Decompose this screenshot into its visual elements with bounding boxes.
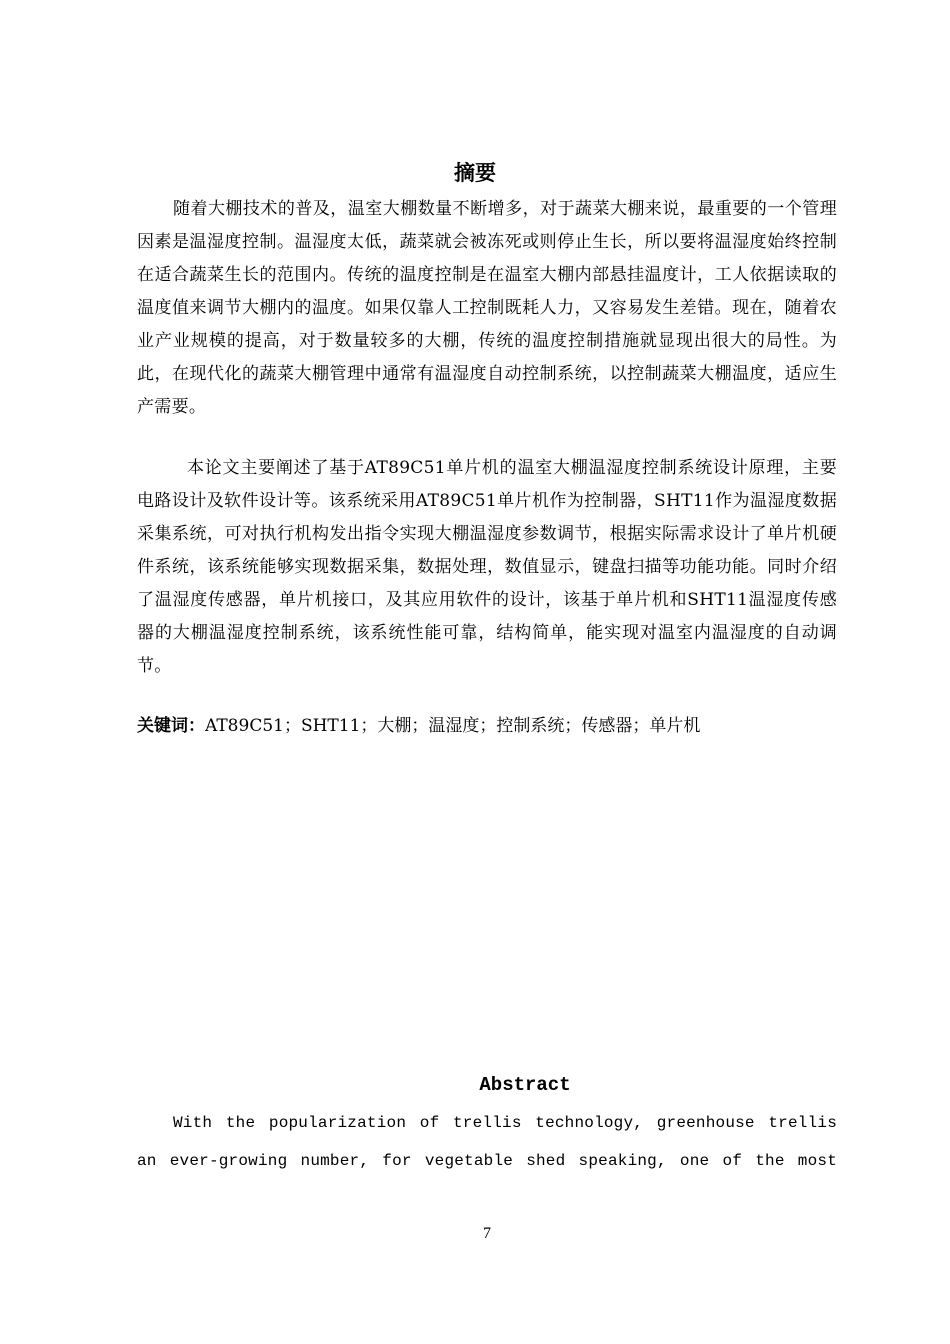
keywords-line (137, 711, 837, 741)
keywords-list: AT89C51；SHT11；大棚；温湿度；控制系统；传感器；单片机 (205, 716, 701, 736)
abstract-en-paragraph: With the popularization of trellis technology, greenhouse trellis an ever-growing number, for vegetable shed speaking, one of the most (137, 1114, 837, 1170)
keywords-label: 关键词： (137, 716, 205, 736)
page-number: 7 (483, 1225, 491, 1242)
abstract-en-title: Abstract (479, 1074, 571, 1096)
abstract-cn-title: 摘要 (454, 161, 496, 185)
abstract-cn-paragraph-1: 随着大棚技术的普及，温室大棚数量不断增多，对于蔬菜大棚来说，最重要的一个管理因素是温湿度控制。温湿度太低，蔬菜就会被冻死或则停止生长，所以要将温湿度始终控制在适合蔬菜生长的范围内。传统的温度控制是在温室大棚内部悬挂温度计，工人依据读取的温度值来调节大棚内的温度。如果仅靠人工控制既耗人力，又容易发生差错。现在，随着农业产业规模的提高，对于数量较多的大棚，传统的温度控制措施就显现出很大的局性。为此，在现代化的蔬菜大棚管理中通常有温湿度自动控制系统，以控制蔬菜大棚温度，适应生产需要。 (137, 199, 837, 417)
abstract-cn-paragraph-2: 本论文主要阐述了基于AT89C51单片机的温室大棚温湿度控制系统设计原理，主要电路设计及软件设计等。该系统采用AT89C51单片机作为控制器，SHT11作为温湿度数据采集系统，可对执行机构发出指令实现大棚温湿度参数调节，根据实际需求设计了单片机硬件系统，该系统能够实现数据采集，数据处理，数值显示，键盘扫描等功能功能。同时介绍了温湿度传感器，单片机接口，及其应用软件的设计，该基于单片机和SHT11温湿度传感器的大棚温湿度控制系统，该系统性能可靠，结构简单，能实现对温室内温湿度的自动调节。 (137, 458, 837, 676)
